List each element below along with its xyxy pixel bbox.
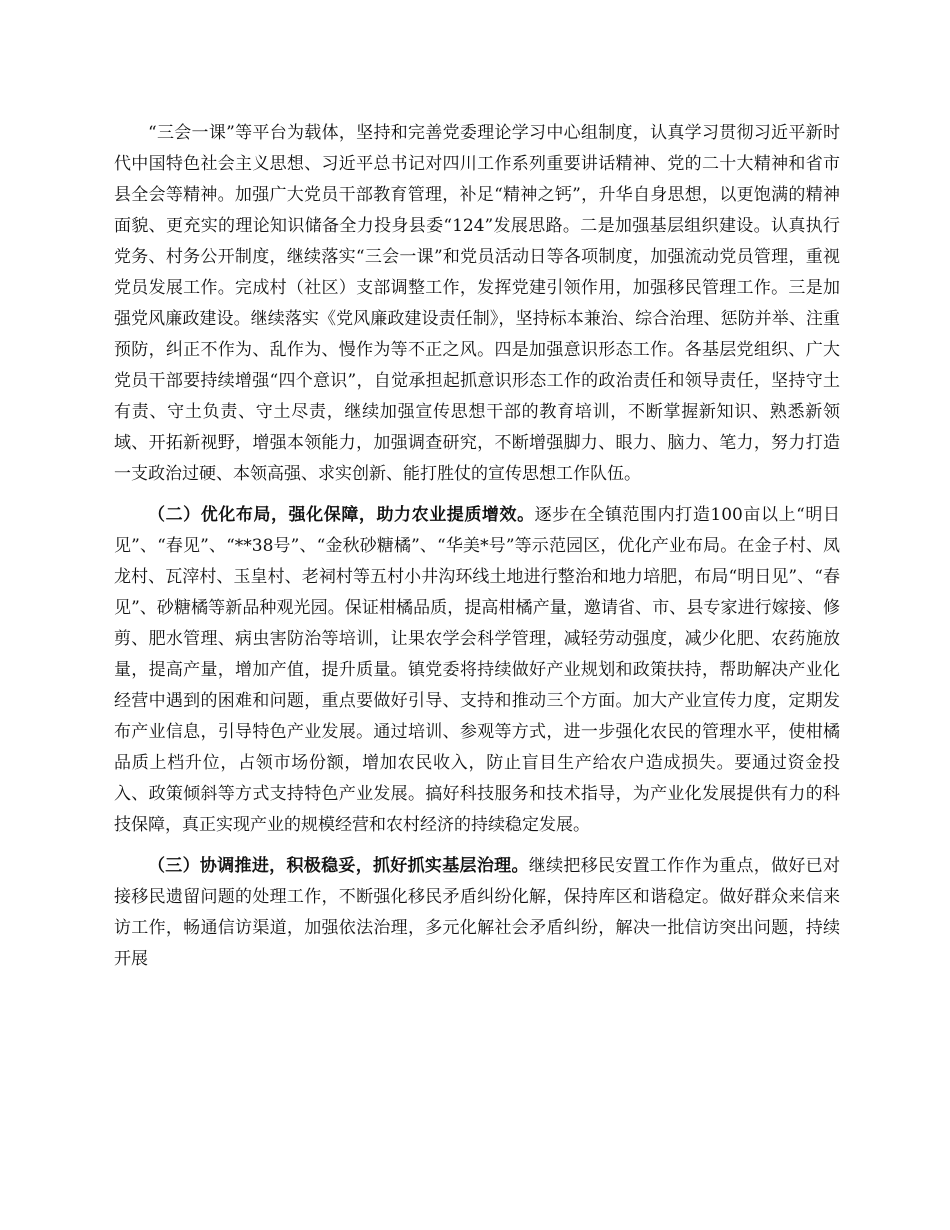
paragraph-body: “三会一课”等平台为载体，坚持和完善党委理论学习中心组制度，认真学习贯彻习近平新时代中国特色社会主义思想、习近平总书记对四川工作系列重要讲话精神、党的二十大精神和省市县全会等精神。加强广大党员干部教育管理，补足“精神之钙”，升华自身思想，以更饱满的精神面貌、更充实的理论知识储备全力投身县委“124”发展思路。二是加强基层组织建设。认真执行党务、村务公开制度，继续落实“三会一课”和党员活动日等各项制度，加强流动党员管理，重视党员发展工作。完成村（社区）支部调整工作，发挥党建引领作用，加强移民管理工作。三是加强党风廉政建设。继续落实《党风廉政建设责任制》，坚持标本兼治、综合治理、惩防并举、注重预防，纠正不作为、乱作为、慢作为等不正之风。四是加强意识形态工作。各基层党组织、广大党员干部要持续增强“四个意识”，自觉承担起抓意识形态工作的政治责任和领导责任，坚持守土有责、守土负责、守土尽责，继续加强宣传思想干部的教育培训，不断掌握新知识、熟悉新领域、开拓新视野，增强本领能力，加强调查研究，不断增强脚力、眼力、脑力、笔力，努力打造一支政治过硬、本领高强、求实创新、能打胜仗的宣传思想工作队伍。: [114, 123, 840, 484]
paragraph-heading: （三）协调推进，积极稳妥，抓好抓实基层治理。: [148, 856, 529, 876]
paragraph-body: 继续把移民安置工作作为重点，做好已对接移民遗留问题的处理工作，不断强化移民矛盾纠纷化解，保持库区和谐稳定。做好群众来信来访工作，畅通信访渠道，加强依法治理，多元化解社会矛盾纠纷，解决一批信访突出问题，持续开展: [114, 856, 841, 969]
paragraph-body: 逐步在全镇范围内打造100亩以上“明日见”、“春见”、“**38号”、“金秋砂糖橘”、“华美*号”等示范园区，优化产业布局。在金子村、凤龙村、瓦滓村、玉皇村、老祠村等五村小井沟环线土地进行整治和地力培肥，布局“明日见”、“春见”、砂糖橘等新品种观光园。保证柑橘品质，提高柑橘产量，邀请省、市、县专家进行嫁接、修剪、肥水管理、病虫害防治等培训，让果农学会科学管理，减轻劳动强度，减少化肥、农药施放量，提高产量，增加产值，提升质量。镇党委将持续做好产业规划和政策扶持，帮助解决产业化经营中遇到的困难和问题，重点要做好引导、支持和推动三个方面。加大产业宣传力度，定期发布产业信息，引导特色产业发展。通过培训、参观等方式，进一步强化农民的管理水平，使柑橘品质上档升位，占领市场份额，增加农民收入，防止盲目生产给农户造成损失。要通过资金投入、政策倾斜等方式支持特色产业发展。搞好科技服务和技术指导，为产业化发展提供有力的科技保障，真正实现产业的规模经营和农村经济的持续稳定发展。: [114, 505, 840, 835]
paragraph-party-building: [114, 118, 840, 490]
paragraph-governance: [114, 851, 840, 975]
document-page: [114, 118, 840, 975]
paragraph-heading: （二）优化布局，强化保障，助力农业提质增效。: [148, 505, 535, 525]
paragraph-agriculture: [114, 500, 840, 841]
